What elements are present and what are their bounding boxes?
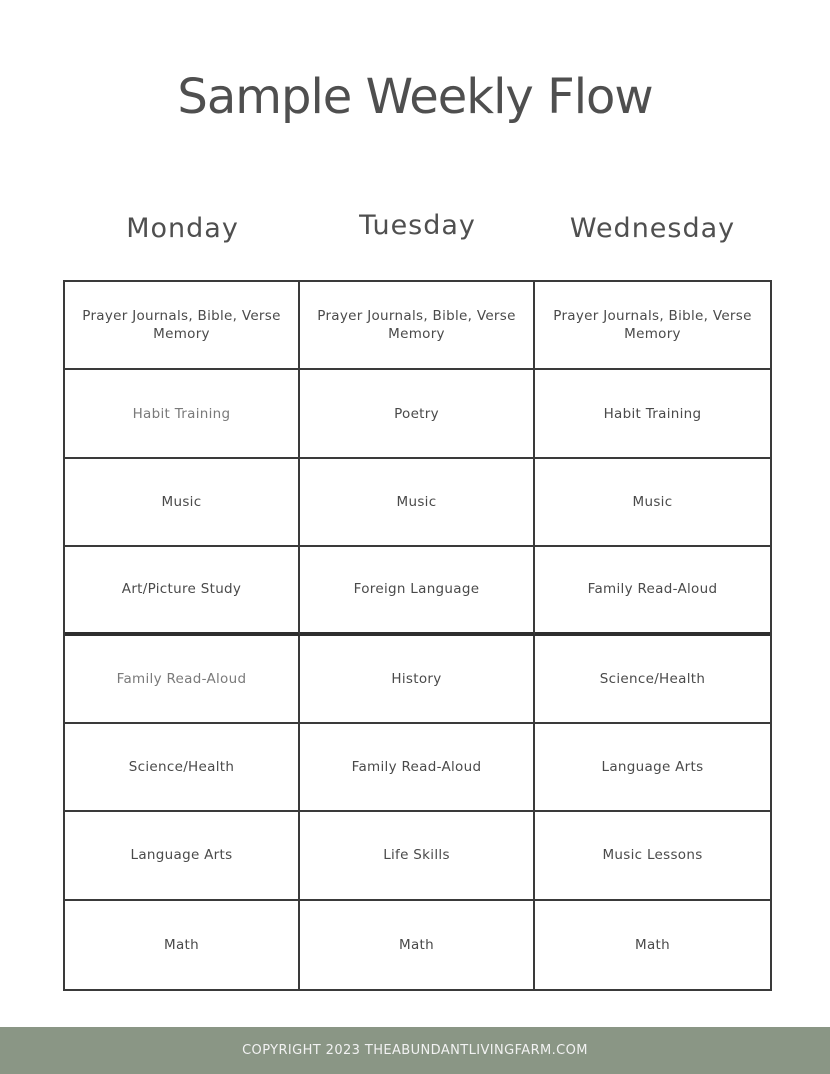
page-title: Sample Weekly Flow <box>177 69 653 125</box>
schedule-cell-tuesday-3: Music <box>300 459 535 547</box>
schedule-cell-tuesday-8: Math <box>300 901 535 989</box>
schedule-cell-wednesday-1: Prayer Journals, Bible, Verse Memory <box>535 282 770 370</box>
day-header-wednesday: Wednesday <box>569 213 736 244</box>
schedule-cell-wednesday-5: Science/Health <box>535 636 770 724</box>
schedule-cell-wednesday-2: Habit Training <box>535 370 770 458</box>
schedule-cell-wednesday-3: Music <box>535 459 770 547</box>
copyright-text: COPYRIGHT 2023 THEABUNDANTLIVINGFARM.COM <box>242 1043 588 1058</box>
schedule-cell-monday-3: Music <box>65 459 300 547</box>
schedule-cell-wednesday-7: Music Lessons <box>535 812 770 900</box>
schedule-cell-wednesday-4: Family Read-Aloud <box>535 547 770 635</box>
schedule-cell-monday-8: Math <box>65 901 300 989</box>
day-header-monday: Monday <box>126 213 239 244</box>
schedule-cell-wednesday-6: Language Arts <box>535 724 770 812</box>
footer-bar <box>0 1027 830 1074</box>
day-header-tuesday: Tuesday <box>359 210 476 241</box>
schedule-cell-monday-6: Science/Health <box>65 724 300 812</box>
schedule-cell-tuesday-7: Life Skills <box>300 812 535 900</box>
schedule-cell-monday-7: Language Arts <box>65 812 300 900</box>
schedule-cell-tuesday-6: Family Read-Aloud <box>300 724 535 812</box>
schedule-cell-tuesday-4: Foreign Language <box>300 547 535 635</box>
schedule-cell-tuesday-2: Poetry <box>300 370 535 458</box>
schedule-table <box>63 280 772 991</box>
schedule-cell-tuesday-1: Prayer Journals, Bible, Verse Memory <box>300 282 535 370</box>
schedule-cell-tuesday-5: History <box>300 636 535 724</box>
schedule-cell-monday-4: Art/Picture Study <box>65 547 300 635</box>
schedule-cell-monday-2: Habit Training <box>65 370 300 458</box>
schedule-cell-monday-1: Prayer Journals, Bible, Verse Memory <box>65 282 300 370</box>
schedule-cell-wednesday-8: Math <box>635 936 670 953</box>
schedule-cell-monday-5: Family Read-Aloud <box>65 636 300 724</box>
